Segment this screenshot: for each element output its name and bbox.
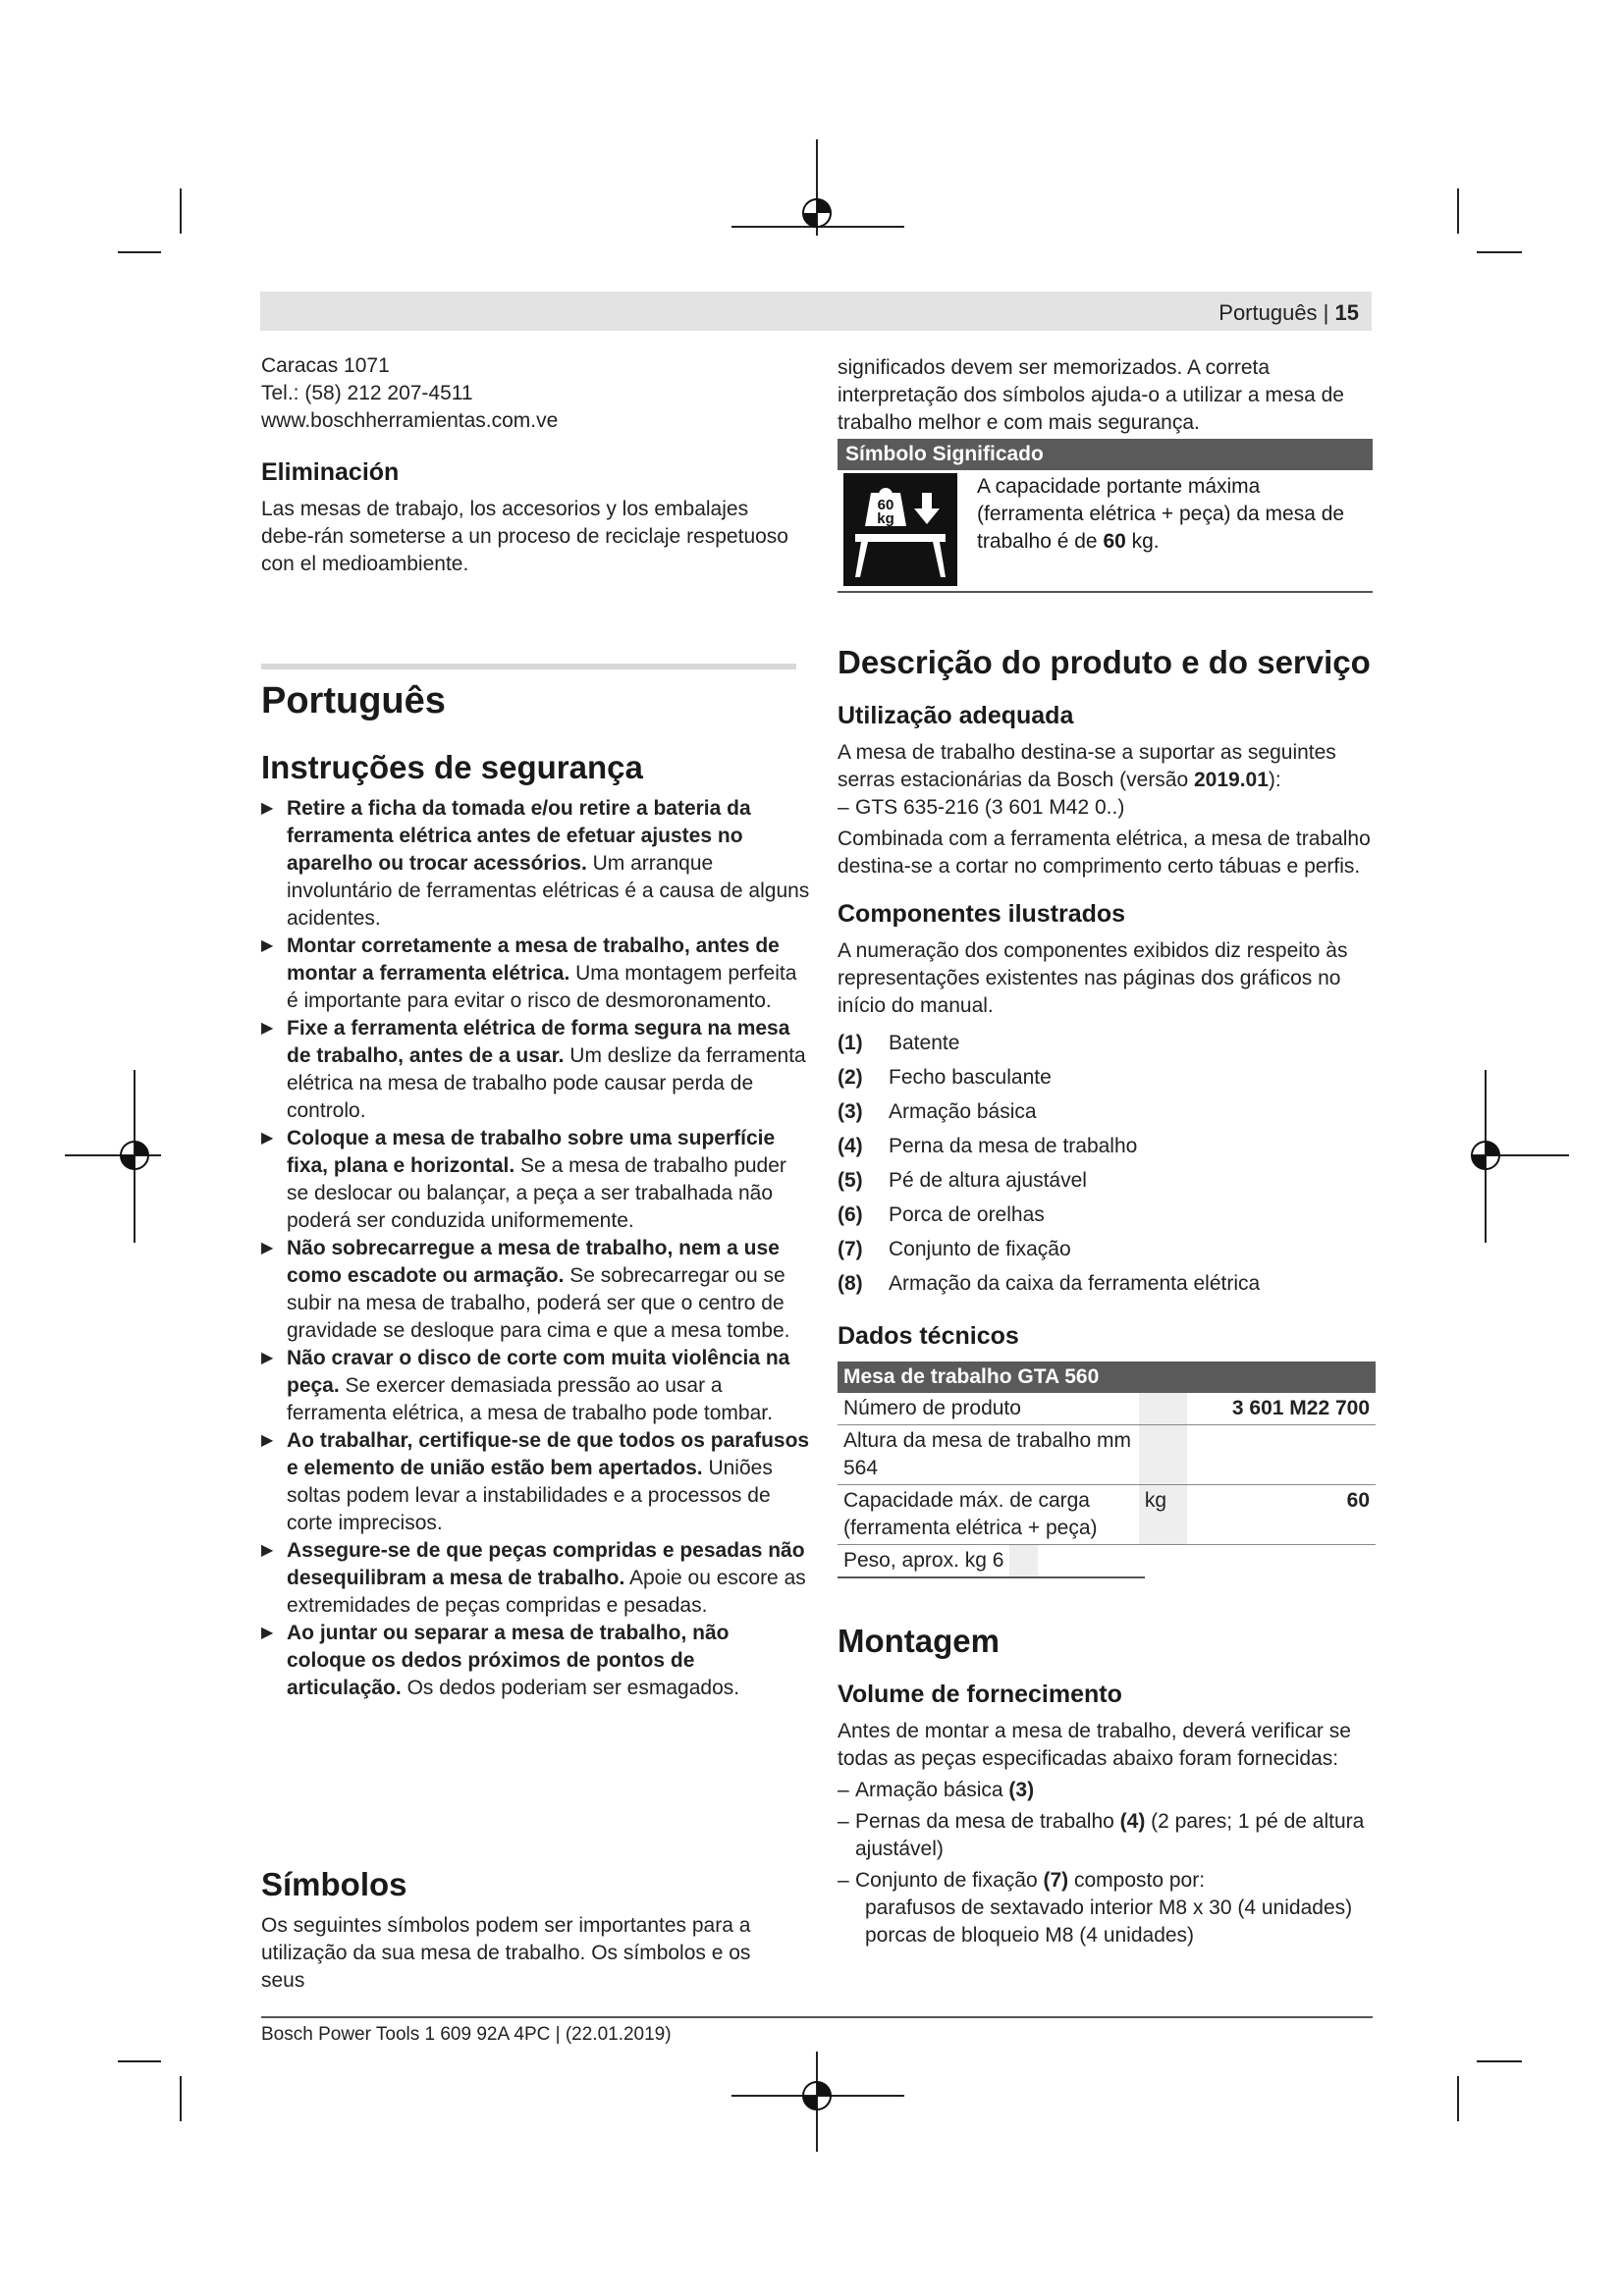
tech-table-head: Mesa de trabalho GTA 560	[838, 1362, 1376, 1393]
component-list	[838, 1026, 1376, 1301]
component-item: (2) Fecho basculante	[838, 1065, 1052, 1089]
safety-bullet: ▶ Retire a ficha da tomada e/ou retire a bateria da ferramenta elétrica antes de efetuar ajustes no aparelho ou trocar acessórios. Um arranque involuntário de ferramentas elétricas é a causa de alguns acidentes.	[261, 797, 810, 930]
descricao-section	[838, 643, 1376, 1572]
safety-bullet: ▶ Ao trabalhar, certifique-se de que todos os parafusos e elemento de união estão bem apertados. Uniões soltas podem levar a instabilidades e a processos de corte imprecisos.	[261, 1429, 810, 1534]
footer-rule	[261, 2016, 1373, 2018]
contact-tel: Tel.: (58) 212 207-4511	[261, 382, 473, 404]
vol-intro: Antes de montar a mesa de trabalho, deverá verificar se todas as peças especificadas abaixo foram fornecidas:	[838, 1720, 1351, 1770]
component-item: (8) Armação da caixa da ferramenta elétrica	[838, 1271, 1261, 1295]
registration-mark-icon	[115, 1136, 154, 1175]
bullet-triangle-icon: ▶	[261, 800, 274, 817]
bullet-triangle-icon: ▶	[261, 1432, 274, 1449]
symbols-section	[261, 1865, 791, 1995]
bullet-triangle-icon: ▶	[261, 1020, 274, 1037]
safety-bullet: ▶ Não cravar o disco de corte com muita violência na peça. Se exercer demasiada pressão ao usar a ferramenta elétrica, a mesa de trabalho pode tombar.	[261, 1347, 790, 1424]
symbols-intro: Os seguintes símbolos podem ser importantes para a utilização da sua mesa de trabalho. Os símbolos e os seus	[261, 1914, 751, 1992]
page-header: Português | 15	[1218, 300, 1359, 325]
page-number: 15	[1334, 300, 1359, 325]
delivery-item: – Pernas da mesa de trabalho (4) (2 pares; 1 pé de altura ajustável)	[838, 1810, 1365, 1860]
contact-block	[261, 352, 791, 435]
bullet-triangle-icon: ▶	[261, 1130, 274, 1147]
elim-body: Las mesas de trabajo, los accesorios y los embalajes debe-rán someterse a un proceso de reciclaje respetuoso con el medioambiente.	[261, 498, 788, 575]
elim-section	[261, 456, 791, 578]
contact-city: Caracas 1071	[261, 354, 390, 377]
component-item: (4) Perna da mesa de trabalho	[838, 1134, 1138, 1157]
tech-row: Peso, aprox. kg 6	[838, 1545, 1145, 1578]
registration-mark-icon	[797, 2076, 837, 2115]
portugues-title: Português	[261, 680, 446, 721]
symbols-title: Símbolos	[261, 1866, 407, 1902]
contact-web: www.boschherramientas.com.ve	[261, 409, 559, 432]
util-title: Utilização adequada	[838, 702, 1074, 729]
safety-bullet: ▶ Fixe a ferramenta elétrica de forma segura na mesa de trabalho, antes de a usar. Um deslize da ferramenta elétrica na mesa de trabalho pode causar perda de controlo.	[261, 1017, 806, 1122]
delivery-subitem: porcas de bloqueio M8 (4 unidades)	[865, 1924, 1195, 1947]
component-item: (3) Armação básica	[838, 1099, 1037, 1123]
bullet-triangle-icon: ▶	[261, 1625, 274, 1641]
tech-row: Número de produto 3 601 M22 700	[838, 1393, 1376, 1425]
registration-mark-icon	[1466, 1136, 1505, 1175]
delivery-item: – Conjunto de fixação (7) composto por:	[838, 1869, 1206, 1892]
safety-list	[261, 795, 811, 1702]
component-item: (5) Pé de altura ajustável	[838, 1168, 1087, 1192]
max-load-icon	[843, 473, 957, 586]
util-p1: A mesa de trabalho destina-se a suportar as seguintes serras estacionárias da Bosch (versão 2019.01):	[838, 741, 1336, 791]
safety-bullet: ▶ Ao juntar ou separar a mesa de trabalho, não coloque os dedos próximos de pontos de articulação. Os dedos poderiam ser esmagados.	[261, 1622, 740, 1699]
elim-title: Eliminación	[261, 458, 400, 486]
util-p2: Combinada com a ferramenta elétrica, a mesa de trabalho destina-se a cortar no comprimento certo tábuas e perfis.	[838, 828, 1371, 878]
tech-table	[838, 1362, 1376, 1572]
component-item: (7) Conjunto de fixação	[838, 1237, 1071, 1260]
safety-title: Instruções de segurança	[261, 749, 643, 785]
component-item: (1) Batente	[838, 1031, 960, 1054]
portugues-section	[261, 679, 811, 1702]
safety-bullet: ▶ Não sobrecarregue a mesa de trabalho, nem a use como escadote ou armação. Se sobrecarregar ou se subir na mesa de trabalho, poderá ser que o centro de gravidade se desloque para cima e que a mesa tombe.	[261, 1237, 790, 1342]
tech-row: Altura da mesa de trabalho mm 564	[838, 1425, 1376, 1485]
symbols-cont	[838, 354, 1373, 437]
section-rule	[261, 664, 796, 669]
tech-row: Capacidade máx. de carga (ferramenta elétrica + peça) kg 60	[838, 1485, 1376, 1545]
descricao-title: Descrição do produto e do serviço	[838, 644, 1371, 680]
comp-intro: A numeração dos componentes exibidos diz respeito às representações existentes nas páginas dos gráficos no início do manual.	[838, 939, 1348, 1017]
symbol-table	[838, 439, 1373, 593]
bullet-triangle-icon: ▶	[261, 1350, 274, 1366]
bullet-triangle-icon: ▶	[261, 937, 274, 954]
bullet-triangle-icon: ▶	[261, 1542, 274, 1559]
montagem-section	[838, 1622, 1376, 1949]
safety-bullet: ▶ Assegure-se de que peças compridas e pesadas não desequilibram a mesa de trabalho. Apoie ou escore as extremidades de peças compridas e pesadas.	[261, 1539, 806, 1617]
montagem-title: Montagem	[838, 1623, 1000, 1659]
delivery-subitem: parafusos de sextavado interior M8 x 30 (4 unidades)	[865, 1896, 1353, 1919]
icon-label-kg: kg	[877, 510, 894, 527]
bullet-triangle-icon: ▶	[261, 1240, 274, 1256]
delivery-item: – Armação básica (3)	[838, 1779, 1035, 1801]
header-band	[260, 292, 1372, 331]
symbol-desc: A capacidade portante máxima (ferramenta elétrica + peça) da mesa de trabalho é de 60 kg.	[977, 475, 1345, 553]
symbol-table-head: Símbolo Significado	[838, 439, 1373, 470]
icon-label-60: 60	[877, 497, 894, 513]
component-item: (6) Porca de orelhas	[838, 1202, 1045, 1226]
comp-title: Componentes ilustrados	[838, 900, 1126, 928]
vol-title: Volume de fornecimento	[838, 1681, 1122, 1708]
tech-title: Dados técnicos	[838, 1322, 1019, 1350]
registration-mark-icon	[797, 193, 837, 233]
safety-bullet: ▶ Coloque a mesa de trabalho sobre uma superfície fixa, plana e horizontal. Se a mesa de trabalho puder se deslocar ou balançar, a peça a ser trabalhada não poderá ser conduzida uniformemente.	[261, 1127, 786, 1232]
symbols-cont-text: significados devem ser memorizados. A correta interpretação dos símbolos ajuda-o a utilizar a mesa de trabalho melhor e com mais segurança.	[838, 356, 1344, 434]
util-model: – GTS 635-216 (3 601 M42 0..)	[838, 796, 1125, 819]
safety-bullet: ▶ Montar corretamente a mesa de trabalho, antes de montar a ferramenta elétrica. Uma montagem perfeita é importante para evitar o risco de desmoronamento.	[261, 934, 797, 1012]
page-footer: Bosch Power Tools 1 609 92A 4PC | (22.01.2019)	[261, 2024, 672, 2045]
